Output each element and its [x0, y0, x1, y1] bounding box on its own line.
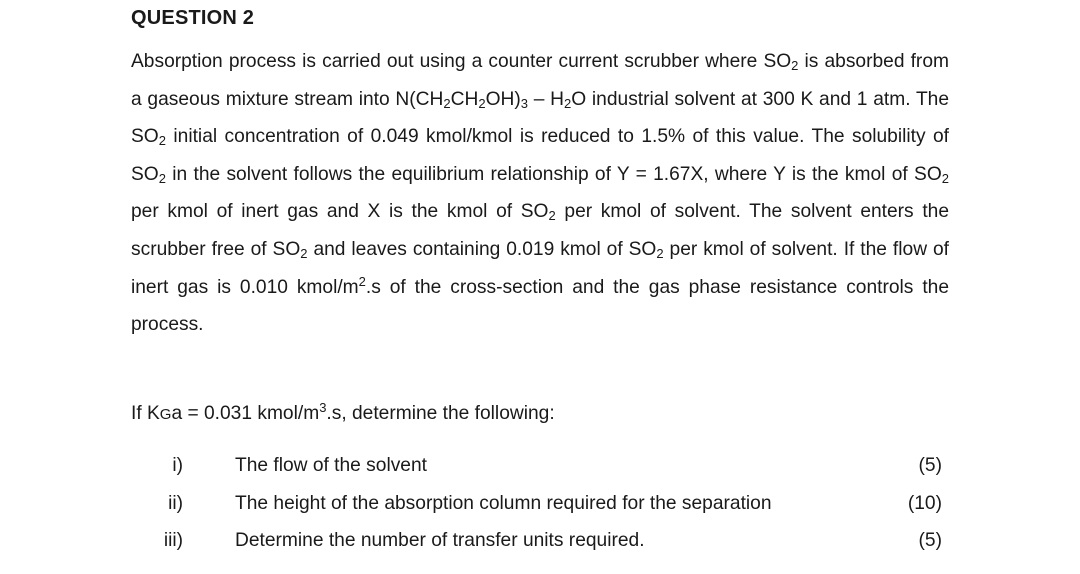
item-marks: (5) — [918, 530, 942, 551]
item-marks: (5) — [918, 455, 942, 476]
list-item — [0, 447, 1080, 484]
question-heading: QUESTION 2 — [131, 7, 255, 29]
item-marks: (10) — [907, 493, 942, 514]
item-number: iii) — [163, 530, 183, 551]
list-item — [0, 485, 1080, 522]
item-number: ii) — [168, 493, 183, 514]
item-text: The flow of the solvent — [235, 455, 427, 476]
problem-statement: Absorption process is carried out using a counter current scrubber where $SO_2$ is absorbed from a gaseous mixture stream into $N(CH_2CH_2OH)_3 - H_2O$ industrial solvent at 300 K and 1 atm. The $SO_2$ initial concentration of 0.049 kmol/kmol is reduced to 1.5% of this value. The solubility of $SO_2$ in the solvent follows the equilibrium relationship of Y = 1.67X, where Y is the kmol of $SO_2$ per kmol of inert gas and X is the kmol of $SO_2$ per kmol of solvent. The solvent enters the scrubber free of $SO_2$ and leaves containing 0.019 kmol of $SO_2$ per kmol of solvent. If the flow of inert gas is 0.010 kmol/$m^2.s$ of the cross-section and the gas phase resistance controls the process. — [131, 51, 950, 336]
item-text: The height of the absorption column required for the separation — [235, 493, 772, 514]
item-number: i) — [172, 455, 183, 476]
item-text: Determine the number of transfer units required. — [235, 530, 645, 551]
given-condition: If KGa = 0.031 kmol/$m^3.s$, determine the following: — [131, 400, 555, 424]
list-item — [0, 522, 1080, 559]
